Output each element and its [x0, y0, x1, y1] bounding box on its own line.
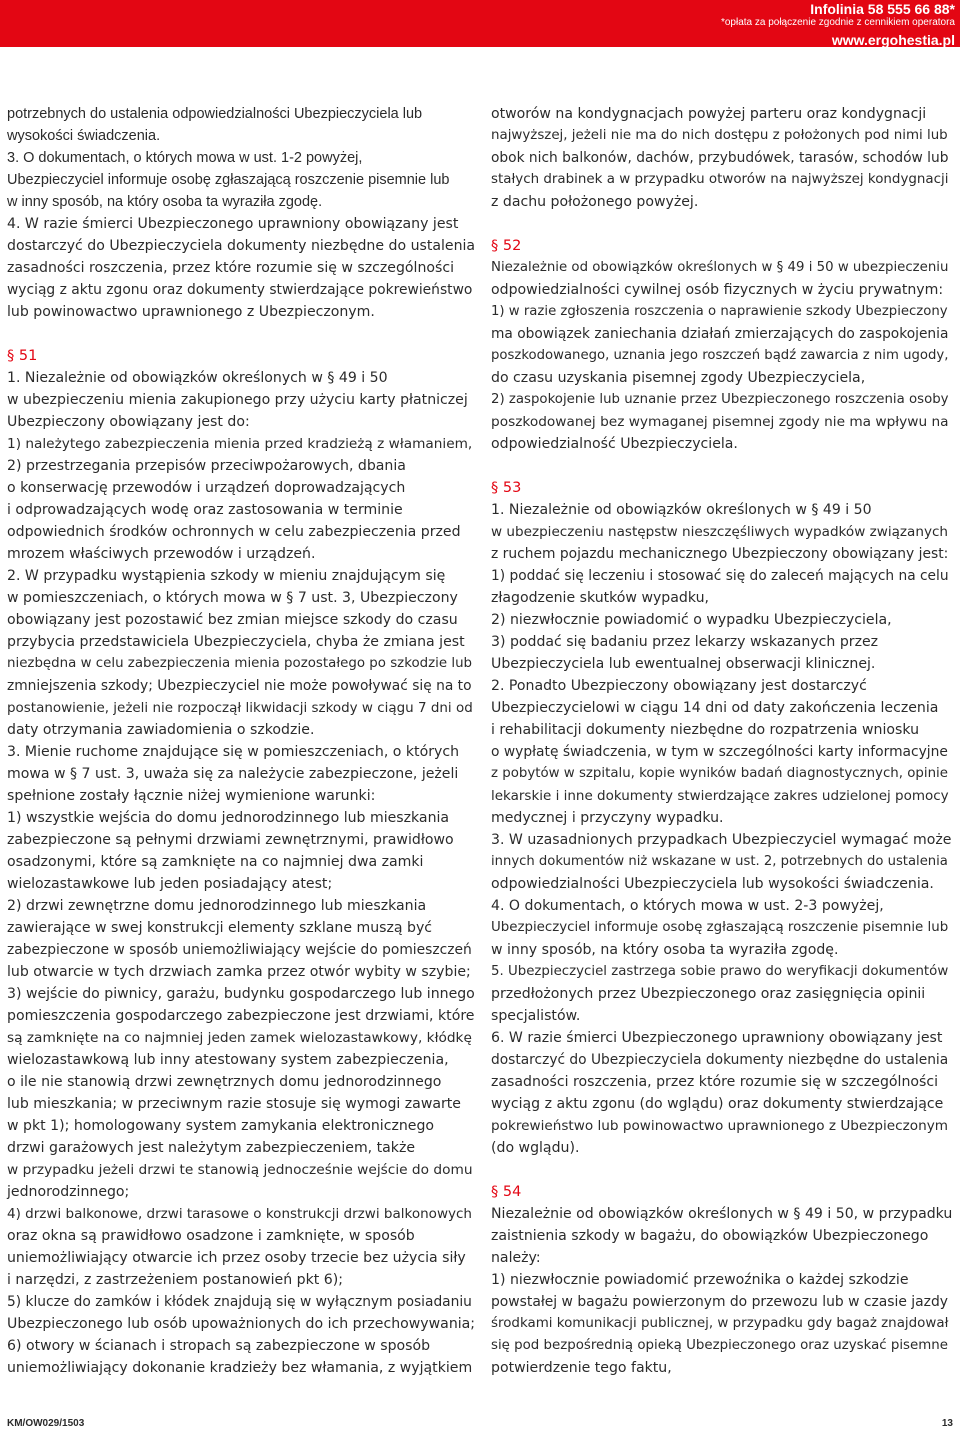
text-line: Niezależnie od obowiązków określonych w § 49 i 50 w ubezpieczeniu: [491, 260, 949, 275]
text-line: 3) wejście do piwnicy, garażu, budynku gospodarczego lub innego: [7, 986, 475, 1002]
text-line: Ubezpieczyciel informuje osobę zgłaszającą roszczenie pisemnie lub: [7, 172, 450, 188]
text-line: poszkodowanego, uznania jego roszczeń bądź zawarcia z nim ugody,: [491, 348, 949, 363]
text-line: zmniejszenia szkody; Ubezpieczyciel nie może powoływać się na to: [7, 678, 472, 694]
text-line: wysokości świadczenia.: [7, 128, 161, 144]
text-line: wyciąg z aktu zgonu (do wglądu) oraz dokumenty stwierdzające: [491, 1096, 944, 1112]
text-line: 2. Ponadto Ubezpieczony obowiązany jest dostarczyć: [491, 678, 867, 694]
text-line: 2) drzwi zewnętrzne domu jednorodzinnego lub mieszkania: [7, 898, 427, 914]
text-line: zasadności roszczenia, przez które rozumie się w szczególności: [491, 1074, 939, 1090]
text-line: specjalistów.: [491, 1008, 581, 1024]
text-line: innych dokumentów niż wskazane w ust. 2, potrzebnych do ustalenia: [491, 854, 948, 869]
text-line: wielozastawkowe lub jeden posiadający atest;: [7, 876, 333, 892]
text-line: Ubezpieczyciel informuje osobę zgłaszającą roszczenie pisemnie lub: [491, 920, 949, 935]
text-line: w ubezpieczeniu następstw nieszczęśliwych wypadków związanych: [491, 524, 949, 540]
text-line: odpowiedzialności cywilnej osób fizycznych w życiu prywatnym:: [491, 282, 944, 298]
text-line: Ubezpieczyciela lub ewentualnej obserwacji klinicznej.: [491, 656, 876, 672]
text-line: niezbędna w celu zabezpieczenia mienia pozostałego po szkodzie lub: [7, 656, 473, 671]
text-line: mrozem właściwych przewodów i urządzeń.: [7, 546, 316, 562]
text-line: są zamknięte na co najmniej jeden zamek wielozastawkowy, kłódkę: [7, 1030, 472, 1046]
text-line: w pomieszczeniach, o których mowa w § 7 ust. 3, Ubezpieczony: [7, 590, 458, 606]
section-heading: § 54: [491, 1184, 522, 1200]
text-line: drzwi garażowych jest należytym zabezpieczeniem, także: [7, 1140, 416, 1156]
text-line: przedłożonych przez Ubezpieczonego oraz zasięgnięcia opinii: [491, 986, 926, 1002]
text-line: lekarskie i inne dokumenty stwierdzające zakres udzielonej pomocy: [491, 788, 949, 804]
text-line: najwyższej, jeżeli nie ma do nich dostępu z położonych pod nimi lub: [491, 128, 948, 143]
text-line: otworów na kondygnacjach powyżej parteru oraz kondygnacji: [491, 106, 927, 122]
text-line: stałych drabinek a w przypadku otworów na najwyższej kondygnacji: [491, 172, 949, 187]
text-line: odpowiedzialność Ubezpieczyciela.: [491, 436, 738, 452]
paragraph-gap: [491, 455, 953, 477]
text-line: daty otrzymania zawiadomienia o szkodzie.: [7, 722, 315, 738]
text-line: osadzonymi, które są zamknięte na co najmniej dwa zamki: [7, 854, 424, 870]
text-line: oraz okna są prawidłowo osadzone i zamknięte, w sposób: [7, 1228, 415, 1244]
paragraph-gap: [7, 323, 477, 345]
text-line: wyciąg z aktu zgonu oraz dokumenty stwierdzające pokrewieństwo: [7, 282, 473, 298]
text-line: w przypadku jeżeli drzwi te stanowią jednocześnie wejście do domu: [7, 1162, 473, 1178]
text-line: z pobytów w szpitalu, kopie wyników badań diagnostycznych, opinie: [491, 766, 948, 781]
text-line: 3. Mienie ruchome znajdujące się w pomieszczeniach, o których: [7, 744, 460, 760]
text-line: obowiązany jest pozostawić bez zmian miejsce szkody do czasu: [7, 612, 458, 628]
hotline-note: *opłata za połączenie zgodnie z cennikiem operatora: [720, 17, 955, 28]
text-line: złagodzenie skutków wypadku,: [491, 590, 709, 606]
paragraph-gap: [491, 213, 953, 235]
text-line: się pod bezpośrednią opieką Ubezpieczonego oraz uzyskać pisemne: [491, 1338, 948, 1353]
text-line: 4. W razie śmierci Ubezpieczonego uprawniony obowiązany jest: [7, 216, 459, 232]
text-line: o konserwację przewodów i urządzeń doprowadzających: [7, 480, 406, 496]
text-line: zabezpieczone w sposób uniemożliwiający wejście do pomieszczeń: [7, 942, 472, 958]
text-line: należy:: [491, 1250, 541, 1266]
text-line: mowa w § 7 ust. 3, uważa się za należycie zabezpieczone, jeżeli: [7, 766, 459, 782]
text-line: w inny sposób, na który osoba ta wyraziła zgodę.: [7, 194, 323, 210]
text-line: w inny sposób, na który osoba ta wyraziła zgodę.: [491, 942, 839, 958]
website-link[interactable]: www.ergohestia.pl: [831, 32, 955, 48]
text-line: 2) zaspokojenie lub uznanie przez Ubezpieczonego roszczenia osoby: [491, 392, 949, 407]
text-line: odpowiednich środków ochronnych w celu zabezpieczenia przed: [7, 524, 461, 540]
text-line: i narzędzi, z zastrzeżeniem postanowień pkt 6);: [7, 1272, 343, 1288]
text-line: 4. O dokumentach, o których mowa w ust. 2-3 powyżej,: [491, 898, 884, 914]
text-line: 5) klucze do zamków i kłódek znajdują się w wyłącznym posiadaniu: [7, 1294, 472, 1310]
text-line: 1. Niezależnie od obowiązków określonych w § 49 i 50: [7, 370, 388, 386]
text-line: z dachu położonego powyżej.: [491, 194, 699, 210]
header-contact: [721, 0, 955, 47]
text-line: potrzebnych do ustalenia odpowiedzialności Ubezpieczyciela lub: [7, 106, 423, 122]
section-heading: § 51: [7, 348, 38, 364]
document-code: KM/OW029/1503: [7, 1418, 85, 1429]
hotline-number: Infolinia 58 555 66 88*: [810, 1, 955, 17]
text-line: 1) poddać się leczeniu i stosować się do zaleceń mających na celu: [491, 568, 949, 584]
right-text-column: [491, 103, 953, 1379]
text-line: dostarczyć do Ubezpieczyciela dokumenty niezbędne do ustalenia: [7, 238, 476, 254]
text-line: (do wglądu).: [491, 1140, 580, 1156]
text-line: 3. W uzasadnionych przypadkach Ubezpieczyciel wymagać może: [491, 832, 952, 848]
text-line: postanowienie, jeżeli nie rozpoczął likwidacji szkody w ciągu 7 dni od: [7, 700, 473, 716]
text-line: 1) wszystkie wejścia do domu jednorodzinnego lub mieszkania: [7, 810, 450, 826]
text-line: przybycia przedstawiciela Ubezpieczyciela, chyba że zmiana jest: [7, 634, 465, 650]
text-line: zawierające w swej konstrukcji elementy szklane muszą być: [7, 920, 433, 936]
text-line: odpowiedzialności Ubezpieczyciela lub wysokości świadczenia.: [491, 876, 934, 892]
text-line: o ile nie stanowią drzwi zewnętrznych domu jednorodzinnego: [7, 1074, 442, 1090]
text-line: z ruchem pojazdu mechanicznego Ubezpieczony obowiązany jest:: [491, 546, 949, 562]
text-line: pokrewieństwo lub powinowactwo uprawnionego z Ubezpieczonym: [491, 1118, 949, 1134]
text-line: powstałej w bagażu powierzonym do przewozu lub w czasie jazdy: [491, 1294, 948, 1310]
text-line: 2) przestrzegania przepisów przeciwpożarowych, dbania: [7, 458, 406, 474]
header-bar: [0, 0, 960, 47]
text-line: 1) w razie zgłoszenia roszczenia o naprawienie szkody Ubezpieczony: [491, 304, 948, 319]
text-line: uniemożliwiający otwarcie ich przez osoby trzecie bez użycia siły: [7, 1250, 466, 1266]
paragraph-gap: [491, 1159, 953, 1181]
text-line: lub mieszkania; w przeciwnym razie stosuje się wymogi zawarte: [7, 1096, 461, 1112]
text-line: jednorodzinnego;: [7, 1184, 130, 1200]
text-line: Ubezpieczycielowi w ciągu 14 dni od daty zakończenia leczenia: [491, 700, 939, 716]
text-line: zasadności roszczenia, przez które rozumie się w szczególności: [7, 260, 455, 276]
section-heading: § 52: [491, 238, 522, 254]
text-line: obok nich balkonów, dachów, przybudówek, tarasów, schodów lub: [491, 150, 949, 166]
text-line: 6. W razie śmierci Ubezpieczonego uprawniony obowiązany jest: [491, 1030, 943, 1046]
text-line: 3. O dokumentach, o których mowa w ust. 1-2 powyżej,: [7, 150, 363, 166]
text-line: spełnione zostały łącznie niżej wymienione warunki:: [7, 788, 376, 804]
text-line: środkami komunikacji publicznej, w przypadku gdy bagaż znajdował: [491, 1316, 949, 1331]
text-line: potwierdzenie tego faktu,: [491, 1360, 672, 1376]
page-number: 13: [941, 1418, 953, 1429]
text-line: 1. Niezależnie od obowiązków określonych w § 49 i 50: [491, 502, 872, 518]
text-line: w ubezpieczeniu mienia zakupionego przy użyciu karty płatniczej: [7, 392, 468, 408]
left-text-column: [7, 103, 477, 1379]
text-line: poszkodowanej bez wymaganej pisemnej zgody nie ma wpływu na: [491, 414, 949, 430]
text-line: Niezależnie od obowiązków określonych w § 49 i 50, w przypadku: [491, 1206, 953, 1222]
text-line: dostarczyć do Ubezpieczyciela dokumenty niezbędne do ustalenia: [491, 1052, 949, 1068]
text-line: Ubezpieczony obowiązany jest do:: [7, 414, 250, 430]
text-line: i odprowadzających wodę oraz zastosowania w terminie: [7, 502, 403, 518]
text-line: 1) należytego zabezpieczenia mienia przed kradzieżą z włamaniem,: [7, 436, 473, 452]
text-line: zabezpieczone są pełnymi drzwiami zewnętrznymi, prawidłowo: [7, 832, 454, 848]
text-line: 2) niezwłocznie powiadomić o wypadku Ubezpieczyciela,: [491, 612, 892, 628]
text-line: ma obowiązek zaniechania działań zmierzających do zaspokojenia: [491, 326, 949, 342]
text-line: medycznej i przyczyny wypadku.: [491, 810, 724, 826]
text-line: i rehabilitacji dokumenty niezbędne do rozpatrzenia wniosku: [491, 722, 920, 738]
text-line: wielozastawkową lub inny atestowany system zabezpieczenia,: [7, 1052, 449, 1068]
text-line: uniemożliwiający dokonanie kradzieży bez włamania, z wyjątkiem: [7, 1360, 473, 1376]
text-line: 1) niezwłocznie powiadomić przewoźnika o każdej szkodzie: [491, 1272, 909, 1288]
text-line: lub powinowactwo uprawnionego z Ubezpieczonym.: [7, 304, 375, 320]
text-line: lub otwarcie w tych drzwiach zamka przez otwór wybity w szybie;: [7, 964, 471, 980]
text-line: 4) drzwi balkonowe, drzwi tarasowe o konstrukcji drzwi balkonowych: [7, 1206, 472, 1222]
text-line: w pkt 1); homologowany system zamykania elektronicznego: [7, 1118, 435, 1134]
text-line: o wypłatę świadczenia, w tym w szczególności karty informacyjne: [491, 744, 948, 760]
text-line: 6) otwory w ścianach i stropach są zabezpieczone w sposób: [7, 1338, 431, 1354]
section-heading: § 53: [491, 480, 522, 496]
text-line: 5. Ubezpieczyciel zastrzega sobie prawo do weryfikacji dokumentów: [491, 964, 949, 979]
text-line: zaistnienia szkody w bagażu, do obowiązków Ubezpieczonego: [491, 1228, 929, 1244]
text-line: 2. W przypadku wystąpienia szkody w mieniu znajdującym się: [7, 568, 446, 584]
text-line: do czasu uzyskania pisemnej zgody Ubezpieczyciela,: [491, 370, 866, 386]
text-line: Ubezpieczonego lub osób upoważnionych do ich przechowywania;: [7, 1316, 476, 1332]
text-line: 3) poddać się badaniu przez lekarzy wskazanych przez: [491, 634, 879, 650]
text-line: pomieszczenia gospodarczego zabezpieczone jest drzwiami, które: [7, 1008, 475, 1024]
